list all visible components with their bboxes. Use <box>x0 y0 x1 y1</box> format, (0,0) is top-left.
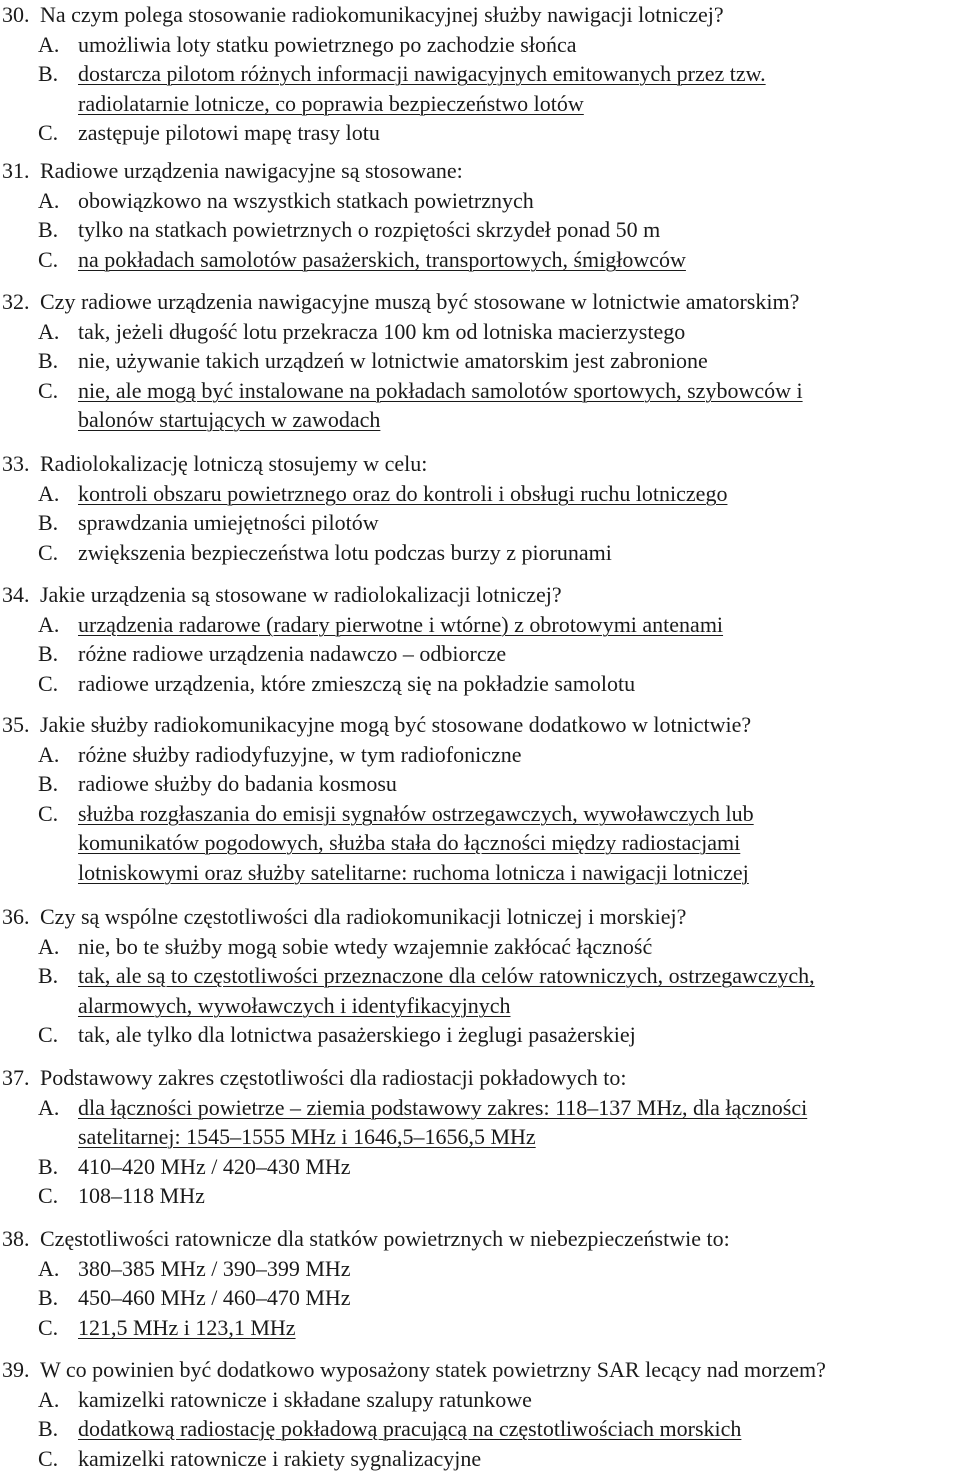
answer-text: zastępuje pilotowi mapę trasy lotu <box>78 120 380 145</box>
answer-letter: C. <box>38 1183 59 1208</box>
question-text: Jakie służby radiokomunikacyjne mogą być stosowane dodatkowo w lotnictwie? <box>40 712 752 737</box>
answer-letter: A. <box>38 481 60 506</box>
question-number: 30. <box>2 2 30 27</box>
answer-text: radiowe urządzenia, które zmieszczą się na pokładzie samolotu <box>78 671 636 696</box>
answer-text: 380–385 MHz / 390–399 MHz <box>78 1256 351 1281</box>
answer-text: nie, używanie takich urządzeń w lotnictwie amatorskim jest zabronione <box>78 348 708 373</box>
correct-answer-text: na pokładach samolotów pasażerskich, transportowych, śmigłowców <box>78 247 686 272</box>
correct-answer-text: urządzenia radarowe (radary pierwotne i wtórne) z obrotowymi antenami <box>78 612 724 637</box>
correct-answer-text: balonów startujących w zawodach <box>78 407 381 432</box>
question-text: Jakie urządzenia są stosowane w radiolokalizacji lotniczej? <box>40 582 562 607</box>
correct-answer-text: dostarcza pilotom różnych informacji nawigacyjnych emitowanych przez tzw. <box>78 61 766 86</box>
answer-text: umożliwia loty statku powietrznego po zachodzie słońca <box>78 32 577 57</box>
question-text: Radiowe urządzenia nawigacyjne są stosowane: <box>40 158 463 183</box>
answer-letter: B. <box>38 217 59 242</box>
answer-text: radiowe służby do badania kosmosu <box>78 771 397 796</box>
answer-letter: A. <box>38 319 60 344</box>
answer-text: 450–460 MHz / 460–470 MHz <box>78 1285 351 1310</box>
answer-letter: B. <box>38 641 59 666</box>
question-number: 31. <box>2 158 30 183</box>
correct-answer-text: dodatkową radiostację pokładową pracującą na częstotliwościach morskich <box>78 1416 742 1441</box>
correct-answer-text: dla łączności powietrze – ziemia podstawowy zakres: 118–137 MHz, dla łączności <box>78 1095 808 1120</box>
answer-letter: A. <box>38 1095 60 1120</box>
answer-letter: B. <box>38 963 59 988</box>
answer-text: tak, jeżeli długość lotu przekracza 100 km od lotniska macierzystego <box>78 319 686 344</box>
answer-letter: C. <box>38 1315 59 1340</box>
question-number: 39. <box>2 1357 30 1382</box>
answer-letter: A. <box>38 32 60 57</box>
answer-text: 410–420 MHz / 420–430 MHz <box>78 1154 351 1179</box>
correct-answer-text: alarmowych, wywoławczych i identyfikacyjnych <box>78 993 511 1018</box>
question-text: Częstotliwości ratownicze dla statków powietrznych w niebezpieczeństwie to: <box>40 1226 730 1251</box>
question-text: W co powinien być dodatkowo wyposażony statek powietrzny SAR lecący nad morzem? <box>40 1357 826 1382</box>
question-number: 38. <box>2 1226 30 1251</box>
correct-answer-text: kontroli obszaru powietrznego oraz do kontroli i obsługi ruchu lotniczego <box>78 481 728 506</box>
answer-letter: B. <box>38 1154 59 1179</box>
correct-answer-text: satelitarnej: 1545–1555 MHz i 1646,5–1656,5 MHz <box>78 1124 536 1149</box>
answer-text: obowiązkowo na wszystkich statkach powietrznych <box>78 188 534 213</box>
answer-text: zwiększenia bezpieczeństwa lotu podczas burzy z piorunami <box>78 540 612 565</box>
answer-letter: C. <box>38 247 59 272</box>
answer-letter: A. <box>38 188 60 213</box>
answer-letter: A. <box>38 934 60 959</box>
question-number: 32. <box>2 289 30 314</box>
question-number: 35. <box>2 712 30 737</box>
answer-letter: C. <box>38 1022 59 1047</box>
answer-letter: B. <box>38 61 59 86</box>
answer-letter: C. <box>38 378 59 403</box>
question-text: Na czym polega stosowanie radiokomunikacyjnej służby nawigacji lotniczej? <box>40 2 724 27</box>
answer-text: 108–118 MHz <box>78 1183 205 1208</box>
answer-letter: B. <box>38 771 59 796</box>
question-number: 37. <box>2 1065 30 1090</box>
answer-letter: B. <box>38 348 59 373</box>
question-number: 36. <box>2 904 30 929</box>
answer-letter: A. <box>38 742 60 767</box>
question-number: 34. <box>2 582 30 607</box>
question-text: Radiolokalizację lotniczą stosujemy w celu: <box>40 451 428 476</box>
answer-text: sprawdzania umiejętności pilotów <box>78 510 379 535</box>
correct-answer-text: lotniskowymi oraz służby satelitarne: ruchoma lotnicza i nawigacji lotniczej <box>78 860 749 885</box>
answer-text: nie, bo te służby mogą sobie wtedy wzajemnie zakłócać łączność <box>78 934 653 959</box>
correct-answer-text: nie, ale mogą być instalowane na pokładach samolotów sportowych, szybowców i <box>78 378 803 403</box>
correct-answer-text: tak, ale są to częstotliwości przeznaczone dla celów ratowniczych, ostrzegawczych, <box>78 963 815 988</box>
answer-letter: C. <box>38 671 59 696</box>
correct-answer-text: służba rozgłaszania do emisji sygnałów ostrzegawczych, wywoławczych lub <box>78 801 754 826</box>
question-text: Czy są wspólne częstotliwości dla radiokomunikacji lotniczej i morskiej? <box>40 904 687 929</box>
correct-answer-text: komunikatów pogodowych, służba stała do łączności między radiostacjami <box>78 830 741 855</box>
answer-text: różne radiowe urządzenia nadawczo – odbiorcze <box>78 641 507 666</box>
answer-text: kamizelki ratownicze i rakiety sygnalizacyjne <box>78 1446 482 1471</box>
answer-letter: A. <box>38 612 60 637</box>
answer-letter: A. <box>38 1387 60 1412</box>
answer-letter: A. <box>38 1256 60 1281</box>
answer-text: tylko na statkach powietrznych o rozpiętości skrzydeł ponad 50 m <box>78 217 661 242</box>
answer-letter: C. <box>38 1446 59 1471</box>
answer-letter: B. <box>38 510 59 535</box>
question-number: 33. <box>2 451 30 476</box>
answer-letter: C. <box>38 120 59 145</box>
answer-letter: C. <box>38 801 59 826</box>
answer-text: kamizelki ratownicze i składane szalupy ratunkowe <box>78 1387 532 1412</box>
correct-answer-text: 121,5 MHz i 123,1 MHz <box>78 1315 296 1340</box>
question-text: Czy radiowe urządzenia nawigacyjne muszą być stosowane w lotnictwie amatorskim? <box>40 289 800 314</box>
answer-letter: B. <box>38 1285 59 1310</box>
question-text: Podstawowy zakres częstotliwości dla radiostacji pokładowych to: <box>40 1065 627 1090</box>
answer-letter: B. <box>38 1416 59 1441</box>
correct-answer-text: radiolatarnie lotnicze, co poprawia bezpieczeństwo lotów <box>78 91 584 116</box>
answer-text: tak, ale tylko dla lotnictwa pasażerskiego i żeglugi pasażerskiej <box>78 1022 636 1047</box>
answer-letter: C. <box>38 540 59 565</box>
answer-text: różne służby radiodyfuzyjne, w tym radiofoniczne <box>78 742 522 767</box>
